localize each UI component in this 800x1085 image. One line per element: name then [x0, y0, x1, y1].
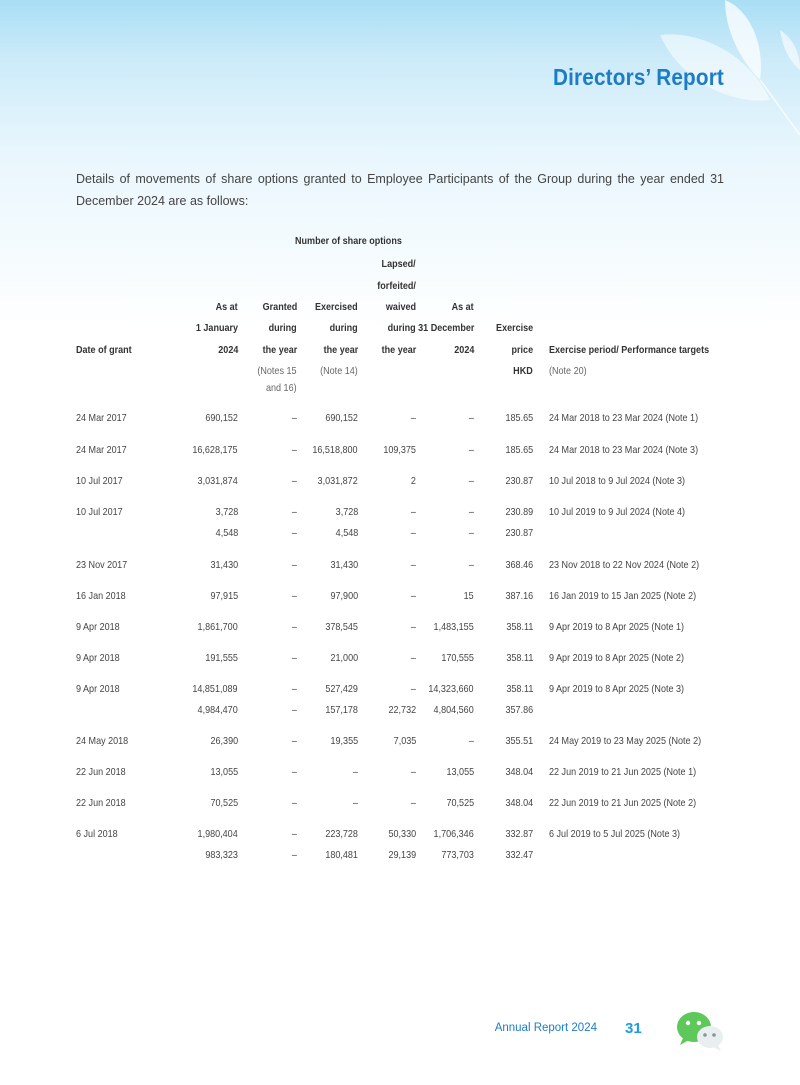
header-granted-note-2: and 16): [266, 382, 297, 394]
cell-period: 6 Jul 2019 to 5 Jul 2025 (Note 3): [549, 828, 681, 840]
cell-price: 358.11: [506, 652, 533, 664]
cell-lapsed: –: [410, 766, 416, 778]
cell-period: 9 Apr 2019 to 8 Apr 2025 (Note 2): [549, 652, 685, 664]
cell-price: 348.04: [505, 797, 533, 809]
cell-date: 10 Jul 2017: [76, 475, 123, 487]
cell-lapsed: –: [410, 683, 416, 695]
cell-exercised: –: [352, 766, 358, 778]
cell-lapsed: 2: [410, 475, 416, 487]
cell-dec: 1,483,155: [433, 621, 474, 633]
cell-exercised: 4,548: [335, 527, 358, 539]
cell-date: 16 Jan 2018: [76, 590, 126, 602]
cell-dec: 15: [463, 590, 474, 602]
cell-jan: 3,728: [215, 506, 238, 518]
cell-dec: 1,706,346: [433, 828, 474, 840]
cell-granted: –: [291, 559, 297, 571]
cell-dec: 13,055: [446, 766, 474, 778]
cell-lapsed: 7,035: [393, 735, 416, 747]
group-header: Number of share options: [295, 235, 402, 247]
cell-jan: 16,628,175: [192, 444, 238, 456]
cell-granted: –: [291, 527, 297, 539]
header-granted-2: during: [268, 322, 297, 334]
cell-granted: –: [291, 704, 297, 716]
cell-jan: 14,851,089: [192, 683, 238, 695]
cell-lapsed: 22,732: [388, 704, 416, 716]
cell-date: 23 Nov 2017: [76, 559, 128, 571]
cell-exercised: –: [352, 797, 358, 809]
cell-period: 22 Jun 2019 to 21 Jun 2025 (Note 2): [549, 797, 697, 809]
header-asat31-3: 2024: [453, 344, 474, 356]
cell-jan: 70,525: [210, 797, 238, 809]
cell-granted: –: [291, 735, 297, 747]
cell-exercised: 3,728: [335, 506, 358, 518]
cell-jan: 1,980,404: [197, 828, 238, 840]
cell-price: 230.89: [505, 506, 533, 518]
cell-period: 24 May 2019 to 23 May 2025 (Note 2): [549, 735, 702, 747]
cell-jan: 3,031,874: [197, 475, 238, 487]
header-period: Exercise period/ Performance targets: [549, 344, 710, 356]
cell-granted: –: [291, 621, 297, 633]
header-exercised-1: Exercised: [315, 301, 358, 313]
cell-dec: 773,703: [441, 849, 474, 861]
cell-jan: 690,152: [205, 412, 238, 424]
cell-lapsed: –: [410, 652, 416, 664]
cell-period: 24 Mar 2018 to 23 Mar 2024 (Note 1): [549, 412, 699, 424]
cell-jan: 1,861,700: [197, 621, 238, 633]
cell-lapsed: –: [410, 590, 416, 602]
cell-price: 358.11: [506, 683, 533, 695]
cell-dec: –: [468, 735, 474, 747]
cell-lapsed: –: [410, 527, 416, 539]
header-asat31-2: 31 December: [417, 322, 474, 334]
intro-paragraph: Details of movements of share options granted to Employee Participants of the Group during the year ended 31 December 2024 are as follows:: [76, 172, 724, 208]
header-price-3: HKD: [513, 365, 533, 377]
cell-lapsed: –: [410, 506, 416, 518]
header-granted-note-1: (Notes 15: [257, 365, 297, 377]
cell-granted: –: [291, 590, 297, 602]
cell-period: 10 Jul 2019 to 9 Jul 2024 (Note 4): [549, 506, 686, 518]
cell-lapsed: –: [410, 621, 416, 633]
cell-dec: 4,804,560: [433, 704, 474, 716]
cell-granted: –: [291, 797, 297, 809]
header-exercised-note: (Note 14): [320, 365, 358, 377]
cell-period: 16 Jan 2019 to 15 Jan 2025 (Note 2): [549, 590, 697, 602]
cell-exercised: 223,728: [325, 828, 358, 840]
cell-date: 24 May 2018: [76, 735, 129, 747]
cell-dec: 170,555: [441, 652, 474, 664]
cell-exercised: 527,429: [325, 683, 358, 695]
wechat-logo-icon: [675, 1010, 725, 1052]
cell-date: 10 Jul 2017: [76, 506, 123, 518]
cell-price: 358.11: [506, 621, 533, 633]
cell-date: 24 Mar 2017: [76, 412, 127, 424]
cell-exercised: 21,000: [330, 652, 358, 664]
cell-price: 332.47: [505, 849, 533, 861]
header-price-2: price: [511, 344, 533, 356]
cell-date: 22 Jun 2018: [76, 766, 126, 778]
cell-lapsed: –: [410, 412, 416, 424]
cell-price: 387.16: [505, 590, 533, 602]
header-lapsed-3: waived: [385, 301, 416, 313]
header-period-note: (Note 20): [549, 365, 587, 377]
cell-lapsed: 109,375: [383, 444, 416, 456]
cell-dec: –: [468, 506, 474, 518]
cell-granted: –: [291, 412, 297, 424]
cell-jan: 97,915: [210, 590, 238, 602]
cell-period: 24 Mar 2018 to 23 Mar 2024 (Note 3): [549, 444, 699, 456]
cell-lapsed: –: [410, 797, 416, 809]
cell-date: 9 Apr 2018: [76, 652, 120, 664]
cell-granted: –: [291, 766, 297, 778]
cell-price: 357.86: [505, 704, 533, 716]
cell-period: 10 Jul 2018 to 9 Jul 2024 (Note 3): [549, 475, 686, 487]
header-exercised-3: the year: [323, 344, 358, 356]
cell-granted: –: [291, 652, 297, 664]
cell-granted: –: [291, 444, 297, 456]
cell-dec: –: [468, 559, 474, 571]
cell-exercised: 16,518,800: [312, 444, 358, 456]
page-title: Directors’ Report: [552, 64, 724, 90]
header-lapsed-4: during: [387, 322, 416, 334]
cell-date: 9 Apr 2018: [76, 621, 120, 633]
cell-dec: –: [468, 527, 474, 539]
cell-dec: –: [468, 444, 474, 456]
cell-jan: 13,055: [210, 766, 238, 778]
cell-exercised: 97,900: [330, 590, 358, 602]
cell-jan: 4,548: [215, 527, 238, 539]
cell-exercised: 157,178: [325, 704, 358, 716]
header-lapsed-1: Lapsed/: [381, 258, 416, 270]
cell-jan: 4,984,470: [197, 704, 238, 716]
header-exercised-2: during: [329, 322, 358, 334]
cell-exercised: 31,430: [330, 559, 358, 571]
cell-date: 9 Apr 2018: [76, 683, 120, 695]
cell-exercised: 690,152: [325, 412, 358, 424]
header-granted-1: Granted: [262, 301, 297, 313]
cell-period: 22 Jun 2019 to 21 Jun 2025 (Note 1): [549, 766, 697, 778]
cell-granted: –: [291, 849, 297, 861]
header-asat31-1: As at: [451, 301, 474, 313]
cell-price: 185.65: [505, 412, 533, 424]
cell-price: 332.87: [505, 828, 533, 840]
cell-granted: –: [291, 475, 297, 487]
cell-price: 230.87: [505, 527, 533, 539]
cell-lapsed: –: [410, 559, 416, 571]
header-lapsed-5: the year: [381, 344, 416, 356]
cell-lapsed: 50,330: [388, 828, 416, 840]
cell-granted: –: [291, 683, 297, 695]
cell-date: 24 Mar 2017: [76, 444, 127, 456]
cell-jan: 31,430: [210, 559, 238, 571]
header-as-at-1: As at: [215, 301, 238, 313]
cell-granted: –: [291, 828, 297, 840]
cell-granted: –: [291, 506, 297, 518]
header-granted-3: the year: [262, 344, 297, 356]
cell-jan: 983,323: [205, 849, 238, 861]
cell-jan: 26,390: [210, 735, 238, 747]
cell-dec: –: [468, 412, 474, 424]
cell-dec: 14,323,660: [428, 683, 474, 695]
cell-price: 185.65: [505, 444, 533, 456]
cell-period: 9 Apr 2019 to 8 Apr 2025 (Note 1): [549, 621, 685, 633]
header-price-1: Exercise: [495, 322, 533, 334]
header-date: Date of grant: [76, 344, 132, 356]
cell-lapsed: 29,139: [388, 849, 416, 861]
cell-price: 368.46: [505, 559, 533, 571]
cell-price: 355.51: [505, 735, 533, 747]
header-as-at-3: 2024: [217, 344, 238, 356]
cell-jan: 191,555: [205, 652, 238, 664]
cell-date: 6 Jul 2018: [76, 828, 118, 840]
cell-price: 348.04: [505, 766, 533, 778]
cell-dec: 70,525: [446, 797, 474, 809]
cell-period: 9 Apr 2019 to 8 Apr 2025 (Note 3): [549, 683, 685, 695]
cell-dec: –: [468, 475, 474, 487]
footer-label: Annual Report 2024: [494, 1022, 597, 1034]
header-as-at-2: 1 January: [195, 322, 238, 334]
cell-exercised: 180,481: [325, 849, 358, 861]
cell-period: 23 Nov 2018 to 22 Nov 2024 (Note 2): [549, 559, 700, 571]
cell-exercised: 19,355: [330, 735, 358, 747]
header-lapsed-2: forfeited/: [377, 280, 416, 292]
page-number: 31: [625, 1020, 642, 1037]
cell-exercised: 3,031,872: [317, 475, 358, 487]
cell-exercised: 378,545: [325, 621, 358, 633]
cell-price: 230.87: [505, 475, 533, 487]
cell-date: 22 Jun 2018: [76, 797, 126, 809]
